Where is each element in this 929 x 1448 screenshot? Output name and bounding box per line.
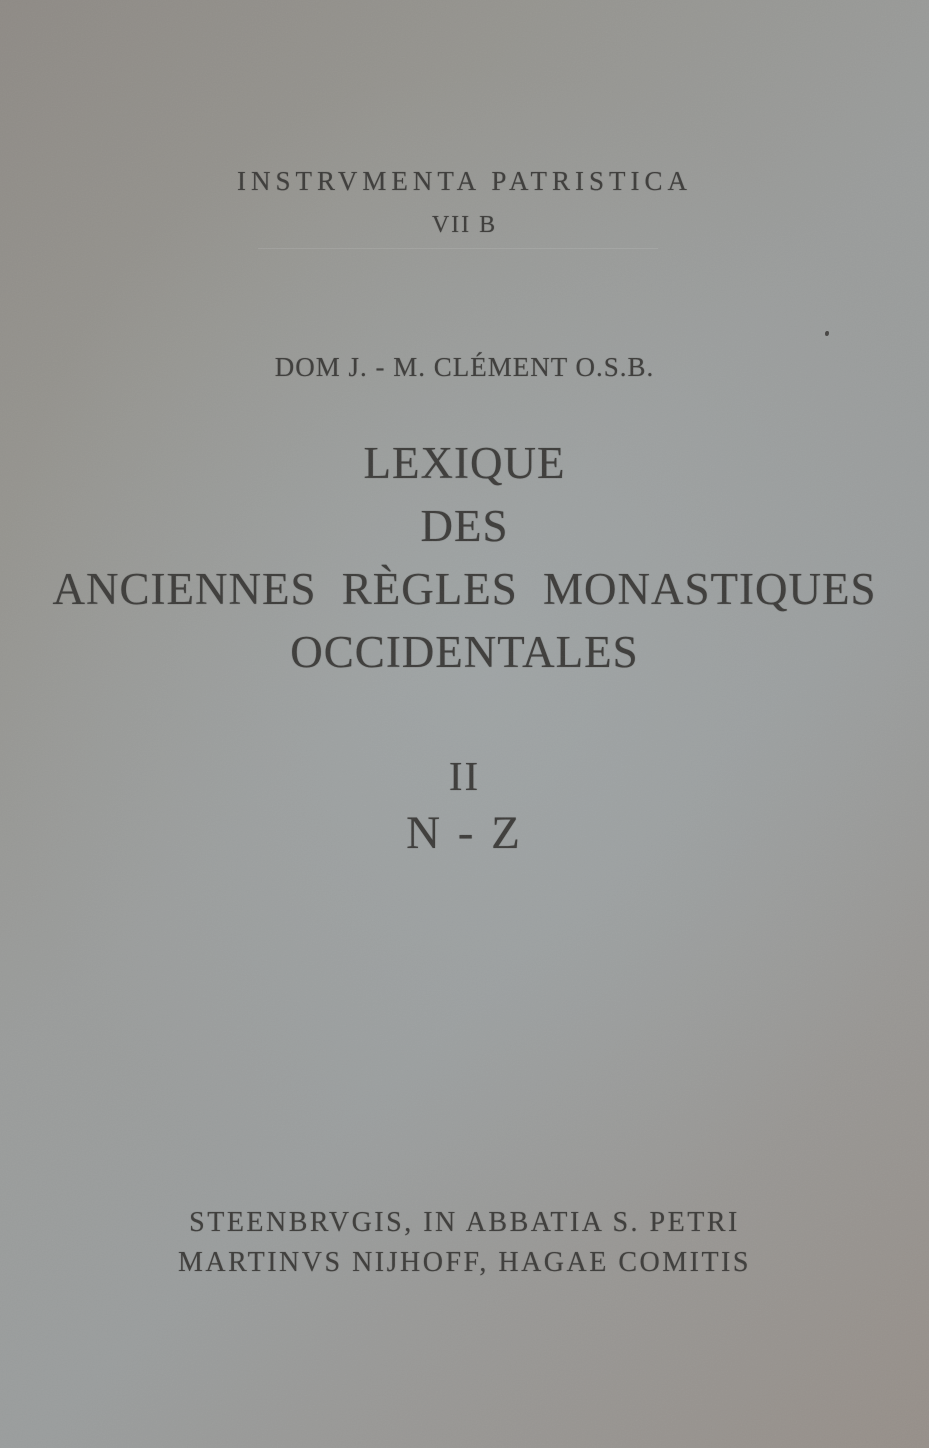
paper-crease bbox=[258, 248, 658, 249]
volume-number: II bbox=[448, 753, 481, 799]
series-title: INSTRVMENTA PATRISTICA bbox=[237, 166, 692, 196]
imprint-line-1: STEENBRVGIS, IN ABBATIA S. PETRI bbox=[189, 1207, 740, 1238]
imprint-line-2: MARTINVS NIJHOFF, HAGAE COMITIS bbox=[178, 1247, 751, 1278]
book-title-line-1: LEXIQUE bbox=[363, 438, 566, 488]
paper-speck bbox=[825, 331, 829, 336]
book-title-line-4: OCCIDENTALES bbox=[290, 627, 639, 677]
book-title-line-3: ANCIENNES RÈGLES MONASTIQUES bbox=[52, 564, 877, 614]
volume-letter-range: N - Z bbox=[406, 807, 523, 859]
book-title bbox=[0, 432, 929, 684]
author-name: DOM J. - M. CLÉMENT O.S.B. bbox=[274, 352, 655, 382]
book-title-line-2: DES bbox=[420, 501, 509, 551]
series-volume: VII B bbox=[431, 212, 498, 238]
publisher-imprint bbox=[0, 1203, 929, 1283]
